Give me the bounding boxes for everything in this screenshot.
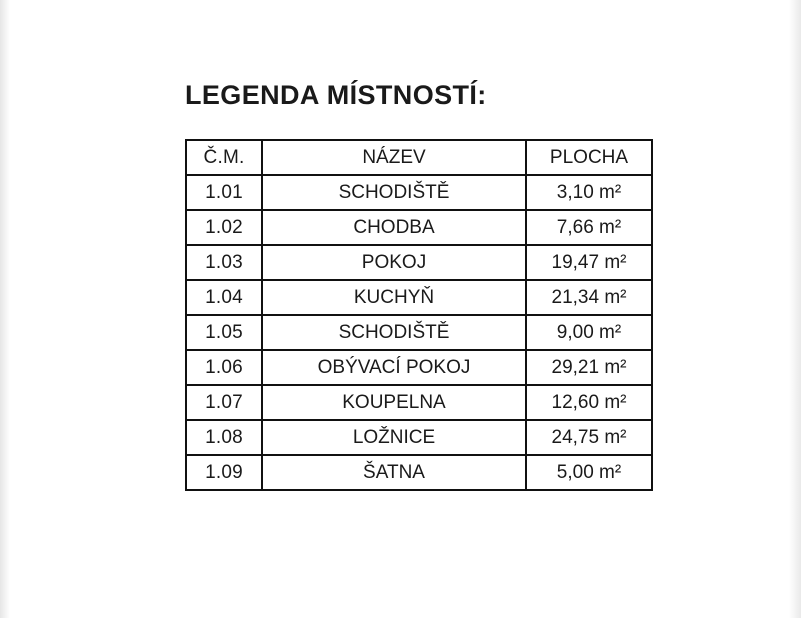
- page-title: LEGENDA MÍSTNOSTÍ:: [185, 80, 487, 110]
- table-row: [186, 350, 652, 385]
- table-row: [186, 280, 652, 315]
- cell-room-name: KOUPELNA: [262, 385, 526, 420]
- page-edge-left-shadow: [0, 0, 10, 618]
- cell-room-area: 9,00 m²: [526, 315, 652, 350]
- cell-room-number: 1.06: [186, 350, 262, 385]
- cell-room-number: 1.05: [186, 315, 262, 350]
- cell-room-number: 1.01: [186, 175, 262, 210]
- cell-room-name: POKOJ: [262, 245, 526, 280]
- table-row: [186, 210, 652, 245]
- cell-room-name: OBÝVACÍ POKOJ: [262, 350, 526, 385]
- cell-room-number: 1.03: [186, 245, 262, 280]
- column-header-number: Č.M.: [186, 140, 262, 175]
- cell-room-number: 1.07: [186, 385, 262, 420]
- cell-room-name: LOŽNICE: [262, 420, 526, 455]
- cell-room-number: 1.09: [186, 455, 262, 490]
- table-row: [186, 315, 652, 350]
- cell-room-area: 3,10 m²: [526, 175, 652, 210]
- cell-room-area: 7,66 m²: [526, 210, 652, 245]
- table-row: [186, 245, 652, 280]
- cell-room-name: KUCHYŇ: [262, 280, 526, 315]
- column-header-name: NÁZEV: [262, 140, 526, 175]
- cell-room-name: SCHODIŠTĚ: [262, 315, 526, 350]
- table-row: [186, 455, 652, 490]
- cell-room-area: 12,60 m²: [526, 385, 652, 420]
- cell-room-area: 21,34 m²: [526, 280, 652, 315]
- table-row: [186, 175, 652, 210]
- cell-room-name: CHODBA: [262, 210, 526, 245]
- cell-room-number: 1.04: [186, 280, 262, 315]
- table-header-row: [186, 140, 652, 175]
- cell-room-area: 5,00 m²: [526, 455, 652, 490]
- cell-room-area: 24,75 m²: [526, 420, 652, 455]
- column-header-area: PLOCHA: [526, 140, 652, 175]
- cell-room-area: 19,47 m²: [526, 245, 652, 280]
- cell-room-number: 1.08: [186, 420, 262, 455]
- table-row: [186, 420, 652, 455]
- cell-room-area: 29,21 m²: [526, 350, 652, 385]
- cell-room-name: SCHODIŠTĚ: [262, 175, 526, 210]
- page-edge-right-shadow: [789, 0, 801, 618]
- cell-room-name: ŠATNA: [262, 455, 526, 490]
- room-legend-table: [185, 139, 653, 491]
- table-row: [186, 385, 652, 420]
- cell-room-number: 1.02: [186, 210, 262, 245]
